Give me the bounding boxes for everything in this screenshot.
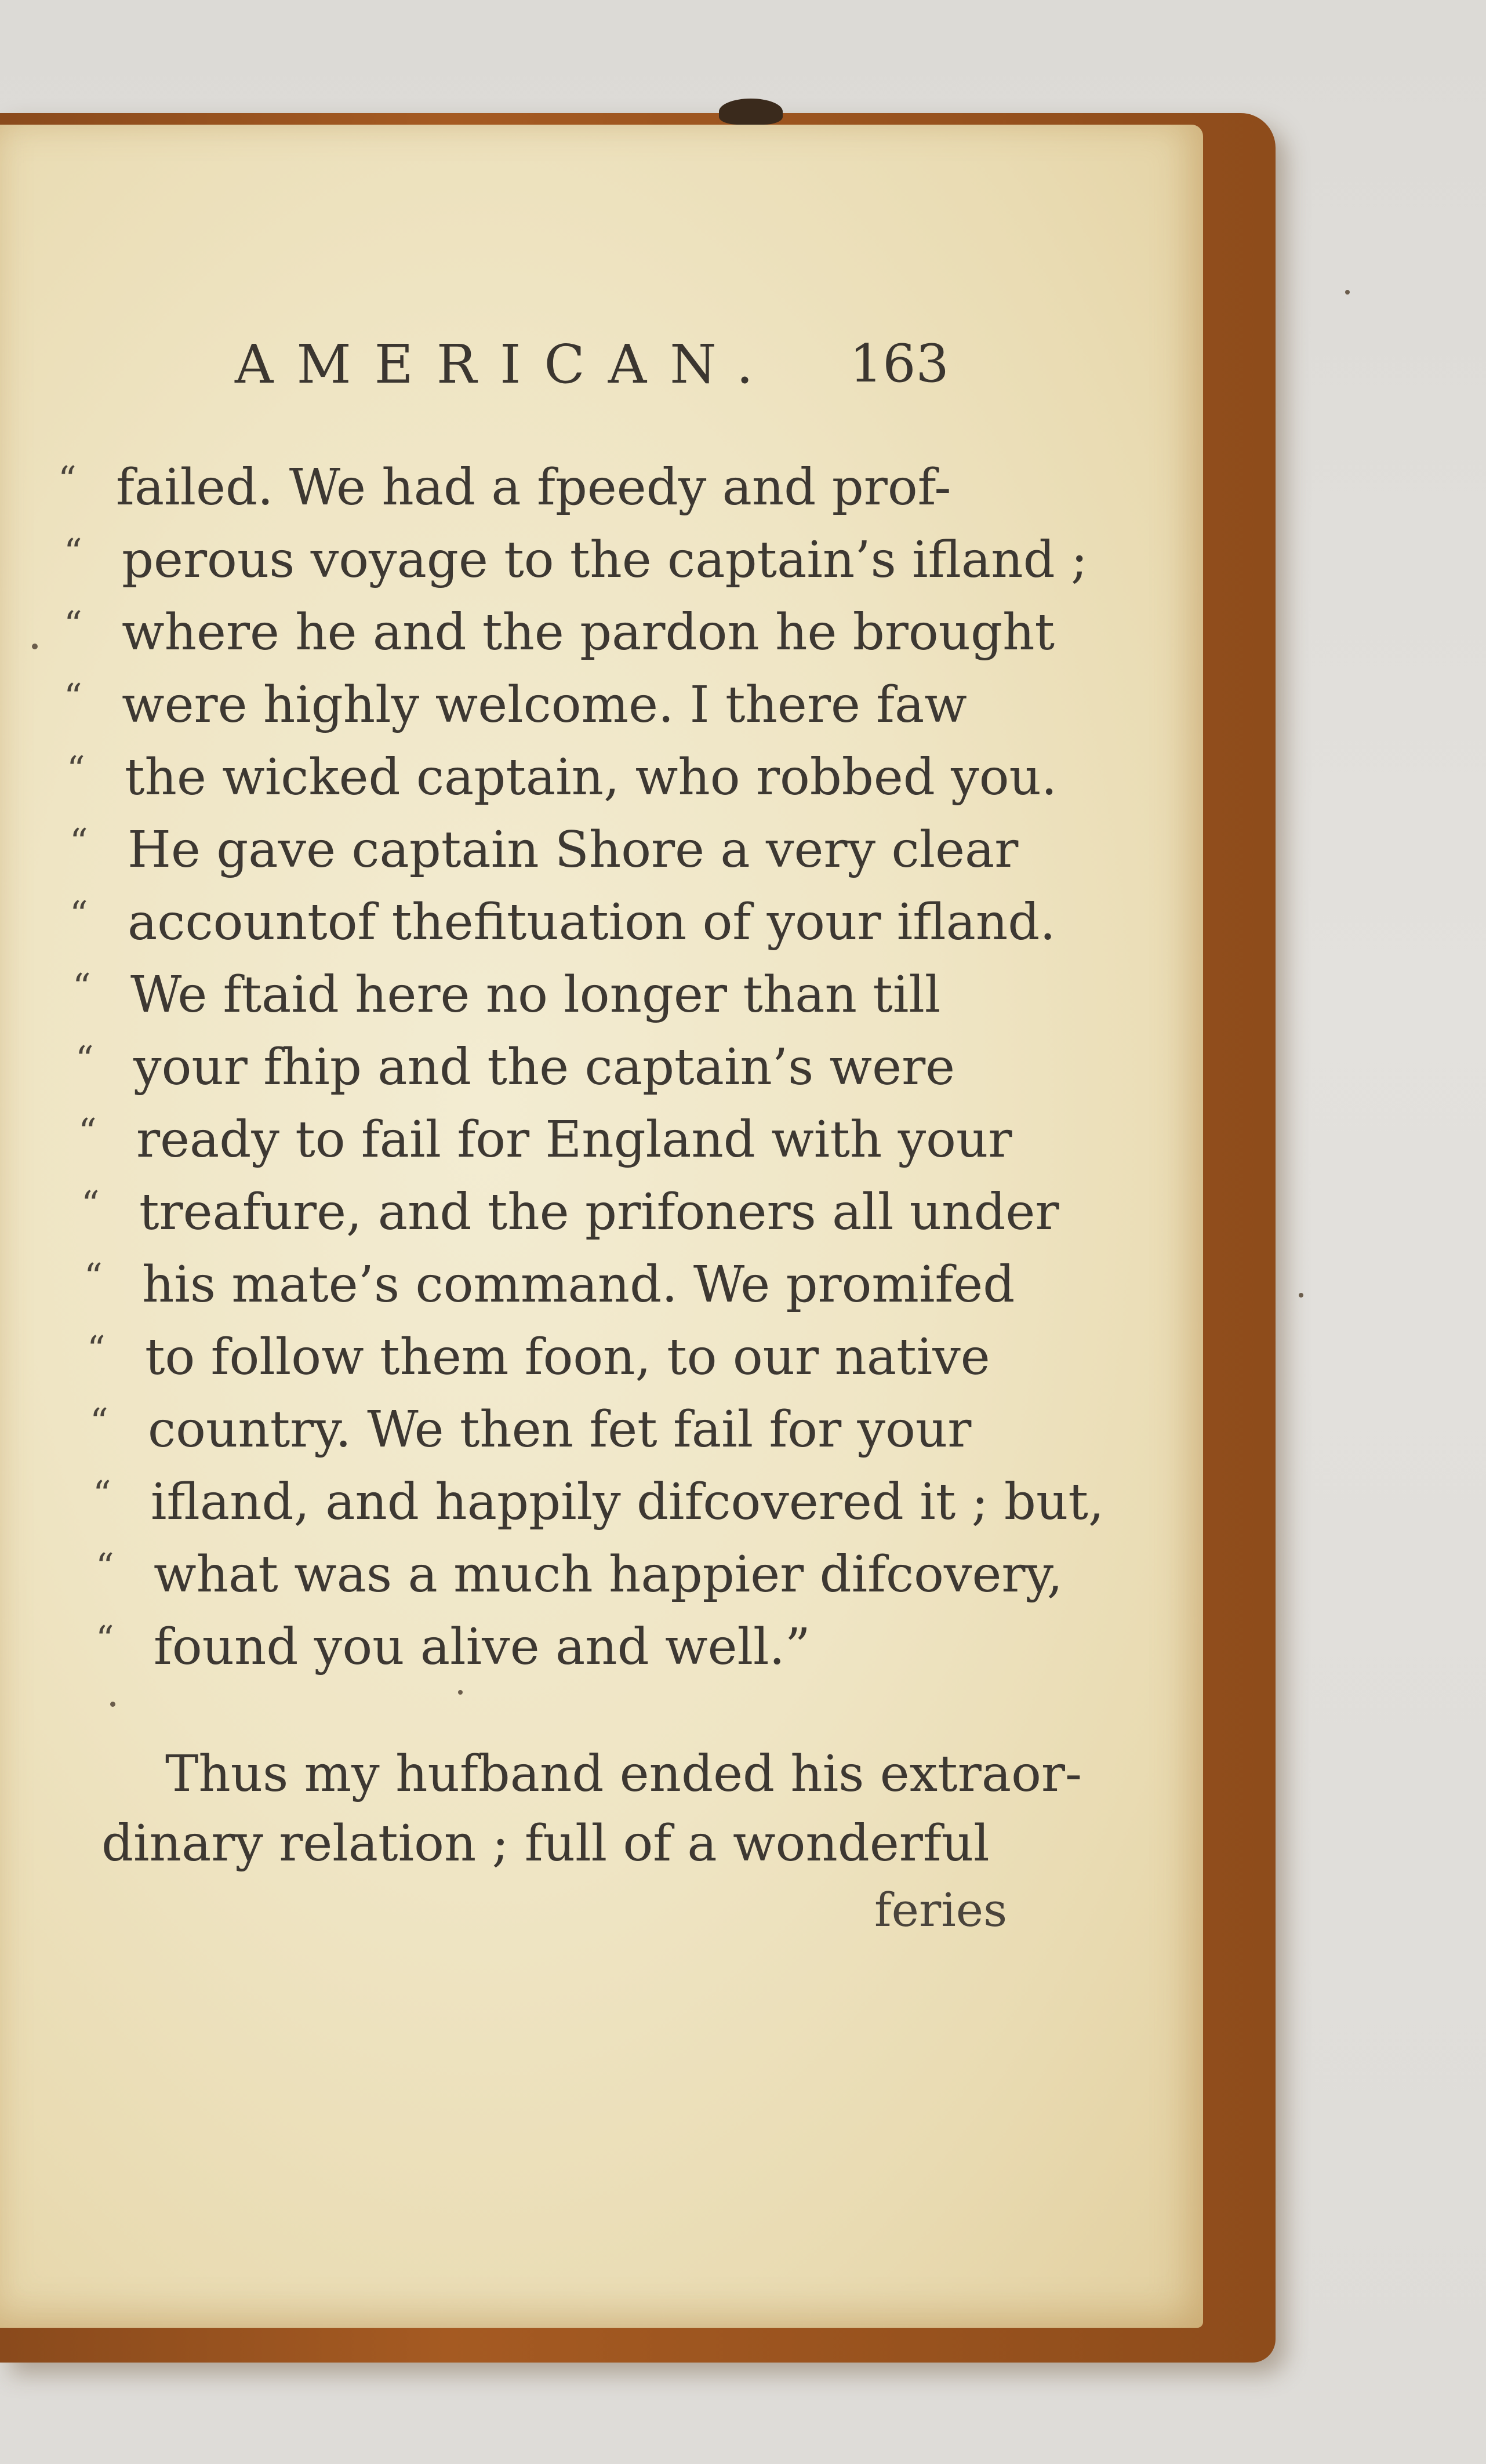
text-line [90, 1400, 971, 1464]
quote-mark: “ [75, 1038, 94, 1080]
quote-mark: “ [93, 1473, 111, 1515]
text-line [84, 1255, 1015, 1319]
quote-mark: “ [58, 458, 77, 500]
text-line [70, 820, 1018, 884]
line-text: were highly welcome. I there faw [122, 676, 967, 734]
text-line [64, 530, 1088, 594]
quote-mark: “ [78, 1110, 97, 1153]
text-line [72, 965, 940, 1029]
quote-mark: “ [64, 603, 82, 645]
line-text: failed. We had a fpeedy and prof- [116, 459, 951, 517]
ink-speck [1299, 1293, 1303, 1298]
paragraph-line: dinary relation ; full of a wonderful [101, 1815, 990, 1873]
quote-mark: “ [81, 1183, 100, 1225]
line-text: what was a much happier difcovery, [154, 1546, 1063, 1604]
quote-mark: “ [87, 1328, 106, 1370]
binding-mark [719, 99, 783, 125]
quote-mark: “ [67, 748, 85, 790]
text-line [70, 893, 1056, 957]
text-line [75, 1038, 955, 1102]
text-line [87, 1328, 990, 1391]
ink-speck [1345, 290, 1350, 295]
line-text: treafure, and the prifoners all under [139, 1183, 1059, 1241]
text-line [78, 1110, 1012, 1174]
line-text: We ftaid here no longer than till [130, 966, 941, 1024]
line-text: country. We then fet fail for your [148, 1401, 972, 1459]
ink-speck [32, 644, 38, 649]
text-line [93, 1473, 1104, 1536]
quote-mark: “ [72, 965, 91, 1008]
quote-mark: “ [70, 893, 88, 935]
quote-mark: “ [90, 1400, 108, 1442]
text-line [58, 458, 951, 522]
paragraph-line: Thus my hufband ended his extraor- [165, 1745, 1082, 1803]
line-text: where he and the pardon he brought [122, 604, 1055, 662]
line-text: to follow them foon, to our native [145, 1328, 990, 1386]
catchword: feries [874, 1883, 1008, 1937]
text-line [81, 1183, 1059, 1246]
text-line [67, 748, 1057, 812]
quote-mark: “ [64, 675, 82, 718]
quote-mark: “ [64, 530, 82, 573]
line-text: ifland, and happily difcovered it ; but, [151, 1473, 1104, 1531]
line-text: accountof thefituation of your ifland. [128, 893, 1056, 951]
line-text: He gave captain Shore a very clear [128, 821, 1019, 879]
quote-mark: “ [96, 1545, 114, 1587]
running-head [235, 333, 949, 403]
page-number: 163 [849, 333, 949, 394]
quote-mark: “ [70, 820, 88, 863]
text-line [96, 1545, 1063, 1609]
line-text: his mate’s command. We promifed [142, 1256, 1015, 1314]
text-line [96, 1618, 811, 1681]
quote-mark: “ [84, 1255, 103, 1298]
quote-mark: “ [96, 1618, 114, 1660]
line-text: found you alive and well.” [154, 1618, 811, 1676]
ink-speck [110, 1702, 115, 1707]
running-title: AMERICAN. [235, 333, 777, 395]
text-line [64, 603, 1055, 667]
text-line [64, 675, 967, 739]
line-text: perous voyage to the captain’s ifland ; [122, 531, 1088, 589]
line-text: your fhip and the captain’s were [133, 1038, 955, 1096]
line-text: ready to fail for England with your [136, 1111, 1012, 1169]
line-text: the wicked captain, who robbed you. [125, 748, 1058, 806]
ink-speck [458, 1690, 463, 1695]
